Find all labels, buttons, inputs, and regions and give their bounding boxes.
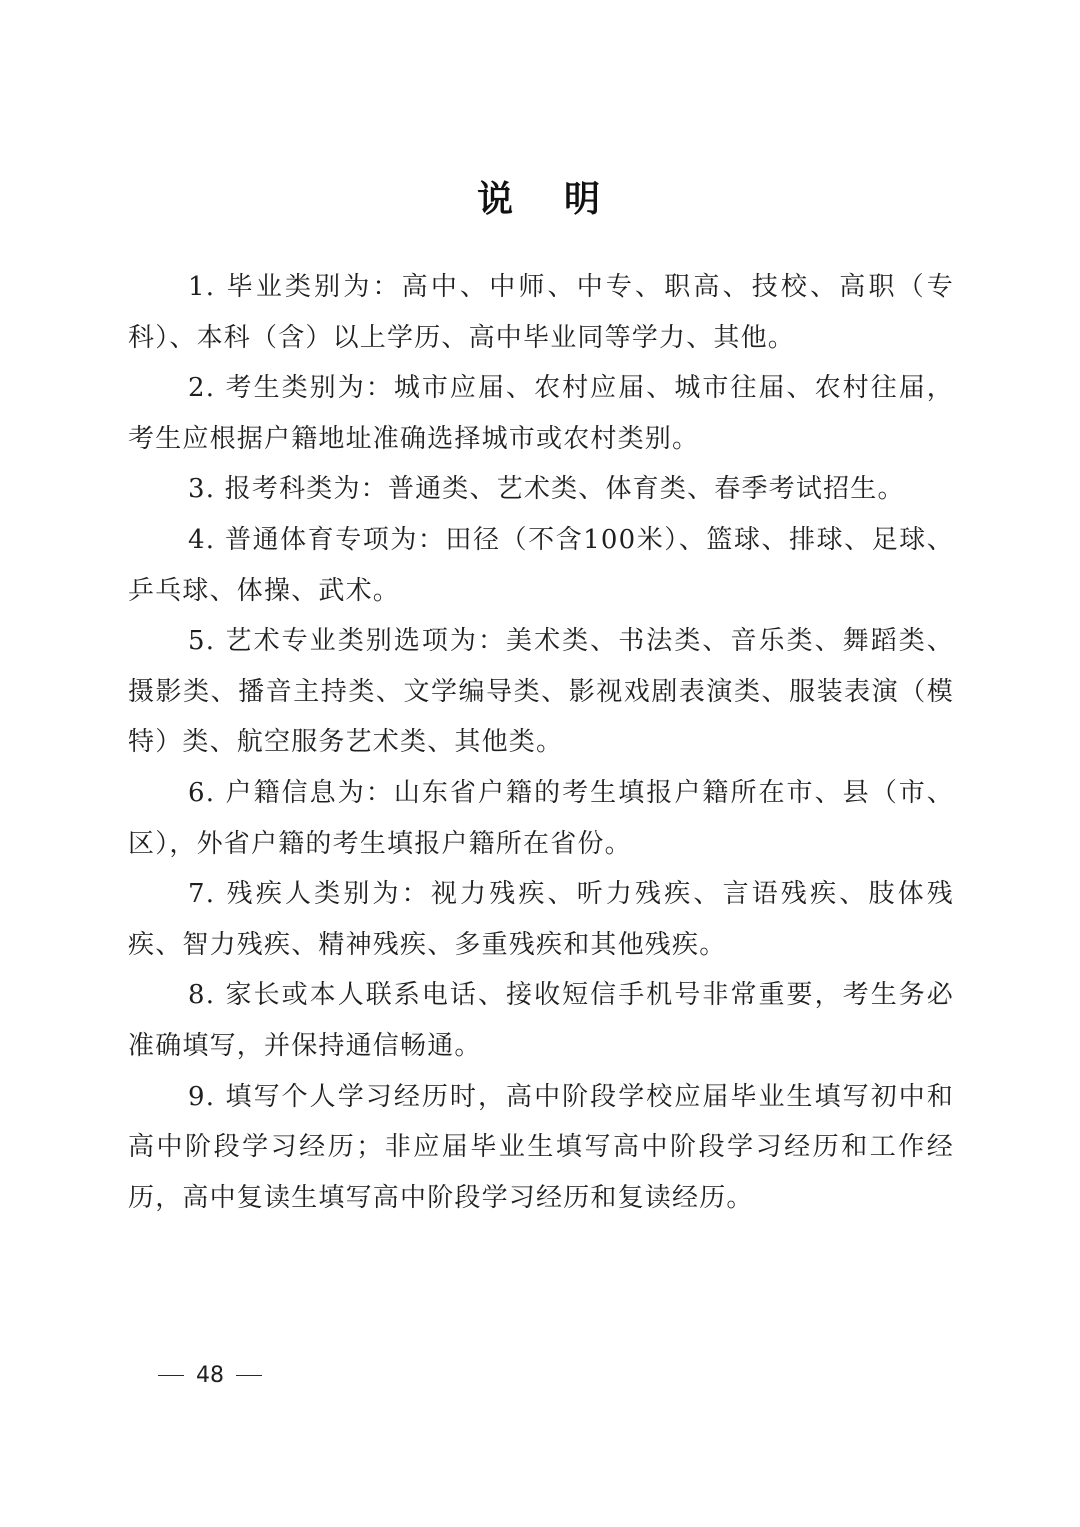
page-title <box>0 170 1080 230</box>
instruction-item-5: 5. 艺术专业类别选项为：美术类、书法类、音乐类、舞蹈类、摄影类、播音主持类、文学编导类、影视戏剧表演类、服装表演（模特）类、航空服务艺术类、其他类。 <box>128 626 954 758</box>
page-title-part-1: 说 <box>477 179 516 220</box>
page-number-dash-right <box>236 1375 262 1376</box>
instruction-item-3: 3. 报考科类为：普通类、艺术类、体育类、春季考试招生。 <box>188 474 905 505</box>
page-number-footer <box>158 1357 262 1393</box>
instructions-body <box>128 262 954 1223</box>
page-number: 48 <box>196 1362 224 1388</box>
page-title-part-2: 明 <box>564 179 603 220</box>
instruction-item-2: 2. 考生类别为：城市应届、农村应届、城市往届、农村往届，考生应根据户籍地址准确选择城市或农村类别。 <box>128 373 954 454</box>
instruction-item-8: 8. 家长或本人联系电话、接收短信手机号非常重要，考生务必准确填写，并保持通信畅通。 <box>128 980 954 1061</box>
instruction-item-7: 7. 残疾人类别为：视力残疾、听力残疾、言语残疾、肢体残疾、智力残疾、精神残疾、多重残疾和其他残疾。 <box>128 879 954 960</box>
instruction-item-9: 9. 填写个人学习经历时，高中阶段学校应届毕业生填写初中和高中阶段学习经历；非应届毕业生填写高中阶段学习经历和工作经历，高中复读生填写高中阶段学习经历和复读经历。 <box>128 1081 954 1213</box>
page-number-dash-left <box>158 1375 184 1376</box>
instruction-item-1: 1. 毕业类别为：高中、中师、中专、职高、技校、高职（专科）、本科（含）以上学历、高中毕业同等学力、其他。 <box>128 272 954 353</box>
instruction-item-6: 6. 户籍信息为：山东省户籍的考生填报户籍所在市、县（市、区），外省户籍的考生填报户籍所在省份。 <box>128 777 954 859</box>
instruction-item-4: 4. 普通体育专项为：田径（不含100米）、篮球、排球、足球、乒乓球、体操、武术。 <box>128 524 954 606</box>
